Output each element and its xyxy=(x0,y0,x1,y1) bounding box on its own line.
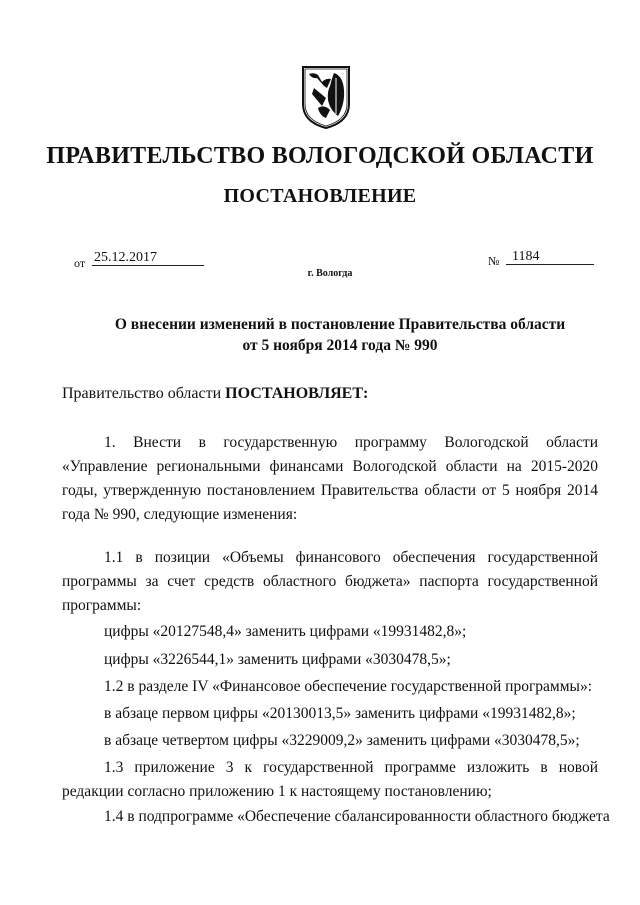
paragraph-1-3: 1.3 приложение 3 к государственной программе изложить в новой редакции согласно приложению 1 к настоящему постановлению; xyxy=(62,759,598,800)
paragraph-1: 1. Внести в государственную программу Вологодской области «Управление региональными финансами Вологодской области на 2015-2020 годы, утвержденную постановлением Правительства области от 5 ноября 2014 года № 990, следующие изменения: xyxy=(62,434,598,523)
document-number: 1184 xyxy=(506,249,594,265)
preamble xyxy=(62,385,368,403)
paragraph-1-4: 1.4 в подпрограмме «Обеспечение сбалансированности областного бюджета xyxy=(104,808,610,825)
number-label: № xyxy=(488,254,500,268)
coat-of-arms-icon xyxy=(300,64,352,130)
document-city: г. Вологда xyxy=(307,268,353,279)
paragraph-1-2: 1.2 в разделе IV «Финансовое обеспечение государственной программы»: xyxy=(104,678,593,695)
subject-line-1: О внесении изменений в постановление Правительства области xyxy=(114,316,566,333)
paragraph-1-2-b: в абзаце четвертом цифры «3229009,2» заменить цифрами «3030478,5»; xyxy=(104,732,580,749)
paragraph-1-1: 1.1 в позиции «Объемы финансового обеспечения государственной программы за счет средств областного бюджета» паспорта государственной программы: xyxy=(62,549,598,614)
paragraph-1-2-a: в абзаце первом цифры «20130013,5» заменить цифрами «19931482,8»; xyxy=(104,705,576,722)
document-date: 25.12.2017 xyxy=(92,250,204,266)
document-subject xyxy=(60,314,620,356)
preamble-text: Правительство области xyxy=(62,385,226,402)
date-label: от xyxy=(74,256,86,270)
government-title: ПРАВИТЕЛЬСТВО ВОЛОГОДСКОЙ ОБЛАСТИ xyxy=(46,143,594,169)
document-type: ПОСТАНОВЛЕНИЕ xyxy=(223,185,417,207)
paragraph-1-1-b: цифры «3226544,1» заменить цифрами «3030478,5»; xyxy=(104,651,451,668)
subject-line-2: от 5 ноября 2014 года № 990 xyxy=(242,337,438,354)
preamble-decree: ПОСТАНОВЛЯЕТ: xyxy=(225,385,369,402)
paragraph-1-1-a: цифры «20127548,4» заменить цифрами «19931482,8»; xyxy=(104,623,467,640)
